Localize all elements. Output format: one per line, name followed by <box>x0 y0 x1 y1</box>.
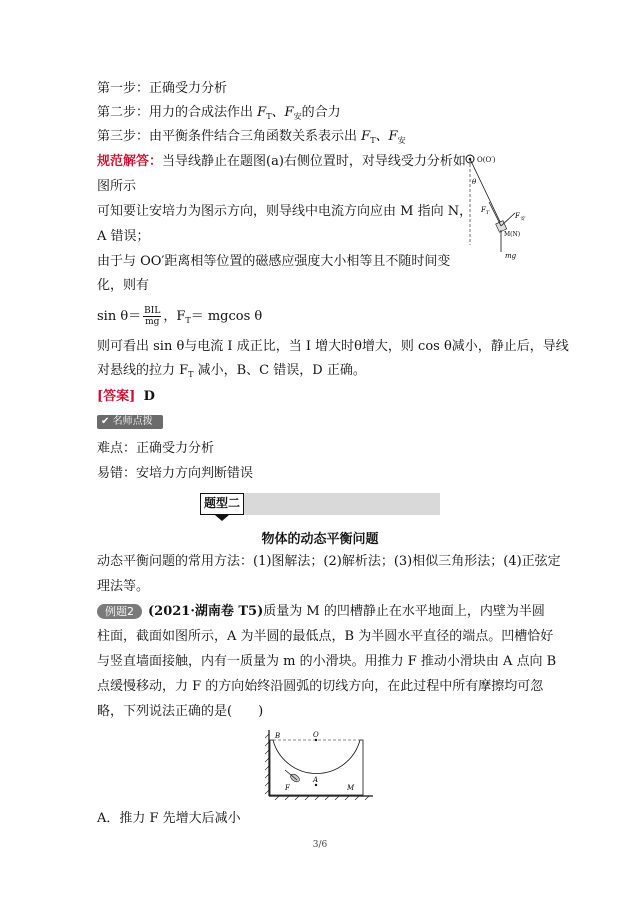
center-dot <box>315 739 317 741</box>
ft-label <box>480 206 490 216</box>
ft-sub: T <box>266 112 272 121</box>
solution-line-6: 化，则有 <box>97 278 150 293</box>
methods-line-2: 理法等。 <box>97 579 150 594</box>
formula-right-sub: T <box>185 316 191 325</box>
example-source: (2021·湖南卷 T5) <box>148 604 264 619</box>
formula-right-b: ＝ mgcos θ <box>190 309 263 324</box>
example-line-4: 点缓慢移动，力 F 的方向始终沿圆弧的切线方向，在此过程中所有摩擦均可忽 <box>97 679 544 694</box>
step-2-tail: 的合力 <box>301 105 341 120</box>
fan-sub: 安 <box>397 136 406 145</box>
example-tag: 例题2 <box>97 604 142 619</box>
solution-line-4: A 错误； <box>97 229 150 244</box>
tip-badge <box>97 415 163 429</box>
force-diagram <box>455 150 575 265</box>
fraction-denominator: mg <box>145 317 160 327</box>
o-label: O(O′) <box>477 156 496 164</box>
answer-line <box>97 388 155 406</box>
solution-text-1: 当导线静止在题图(a)右侧位置时，对导线受力分析如 <box>162 154 466 169</box>
fraction-numerator: BIL <box>144 306 161 316</box>
option-a: A．推力 F 先增大后减小 <box>97 811 241 826</box>
answer-value: D <box>143 389 155 404</box>
formula-left: sin θ＝ <box>97 309 142 324</box>
formula-right-a: ，F <box>163 309 186 324</box>
example-line-1 <box>97 603 545 621</box>
section-arrow-icon <box>215 515 229 521</box>
fan-sub-label: 安 <box>519 216 525 222</box>
m-label: M <box>347 784 355 792</box>
example-line-3: 与竖直墙面接触，内有一质量为 m 的小滑块。用推力 F 推动小滑块由 A 点向 B <box>97 654 557 669</box>
f-label: F <box>285 784 290 792</box>
fan-symbol: 、F <box>375 129 398 144</box>
mg-label: mg <box>505 252 517 260</box>
solution-line-5: 由于与 OO′距离相等位置的磁感应强度大小相等且不随时间变 <box>97 254 451 269</box>
tip-badge-label: 名师点拨 <box>112 416 153 427</box>
step-1: 第一步：正确受力分析 <box>97 81 228 96</box>
line9-a: 对悬线的拉力 F <box>97 363 189 378</box>
ampere-arrow <box>501 213 515 226</box>
tip-difficulty: 难点：正确受力分析 <box>97 441 215 456</box>
a-point-label: A <box>313 776 319 784</box>
solution-formula <box>97 306 262 330</box>
solution-line-2: 图所示 <box>97 179 137 194</box>
ft-sub: T <box>370 136 376 145</box>
section-title: 物体的动态平衡问题 <box>261 532 379 547</box>
line9-b: 减小，B、C 错误，D 正确。 <box>193 363 366 378</box>
ft-sub-label: T <box>485 210 490 216</box>
solution-line-3: 可知要让安培力为图示方向，则导线中电流方向应由 M 指向 N， <box>97 204 473 219</box>
wall-hatch <box>265 734 269 794</box>
methods-line-1: 动态平衡问题的常用方法：(1)图解法；(2)解析法；(3)相似三角形法；(4)正弦定 <box>97 554 561 569</box>
check-icon: ✔ <box>101 416 110 427</box>
step-3-text: 第三步：由平衡条件结合三角函数关系表示出 <box>97 129 358 144</box>
example-line-2: 柱面，截面如图所示，A 为半圆的最低点，B 为半圆水平直径的端点。凹槽恰好 <box>97 629 554 644</box>
example-line-5: 略，下列说法正确的是( ) <box>97 704 264 719</box>
step-2 <box>97 104 341 126</box>
solution-label: 规范解答： <box>97 154 163 169</box>
page-number: 3/6 <box>312 840 328 850</box>
fan-label <box>514 212 526 222</box>
ft-symbol: F <box>257 105 267 120</box>
fan-symbol: 、F <box>271 105 294 120</box>
mn-label: M(N) <box>504 231 521 238</box>
fan-main: F <box>515 212 520 220</box>
solution-line-9 <box>97 362 366 384</box>
section-header-bar <box>200 493 440 515</box>
tip-error: 易错：安培力方向判断错误 <box>97 466 254 481</box>
solution-line-8: 则可看出 sin θ与电流 I 成正比，当 I 增大时θ增大，则 cos θ减小，静止后，导线 <box>97 339 569 354</box>
section-label: 题型二 <box>200 493 244 515</box>
solution-line-1 <box>97 153 466 171</box>
o-point-label: O <box>313 731 319 739</box>
ft-main: F <box>481 206 486 214</box>
a-point-dot <box>315 784 317 786</box>
groove-diagram <box>265 728 377 800</box>
theta-label: θ <box>472 178 477 186</box>
line9-sub: T <box>188 370 194 379</box>
suspension-line <box>470 159 503 228</box>
fan-sub: 安 <box>293 112 302 121</box>
formula-fraction <box>143 306 161 327</box>
example-text-1: 质量为 M 的凹槽静止在水平地面上，内壁为半圆 <box>263 604 545 619</box>
step-2-text: 第二步：用力的合成法作出 <box>97 105 254 120</box>
ft-symbol: F <box>361 129 371 144</box>
answer-label: [答案] <box>97 389 136 404</box>
tension-arrow <box>489 202 501 226</box>
b-point-label: B <box>275 732 281 740</box>
step-3 <box>97 128 406 150</box>
